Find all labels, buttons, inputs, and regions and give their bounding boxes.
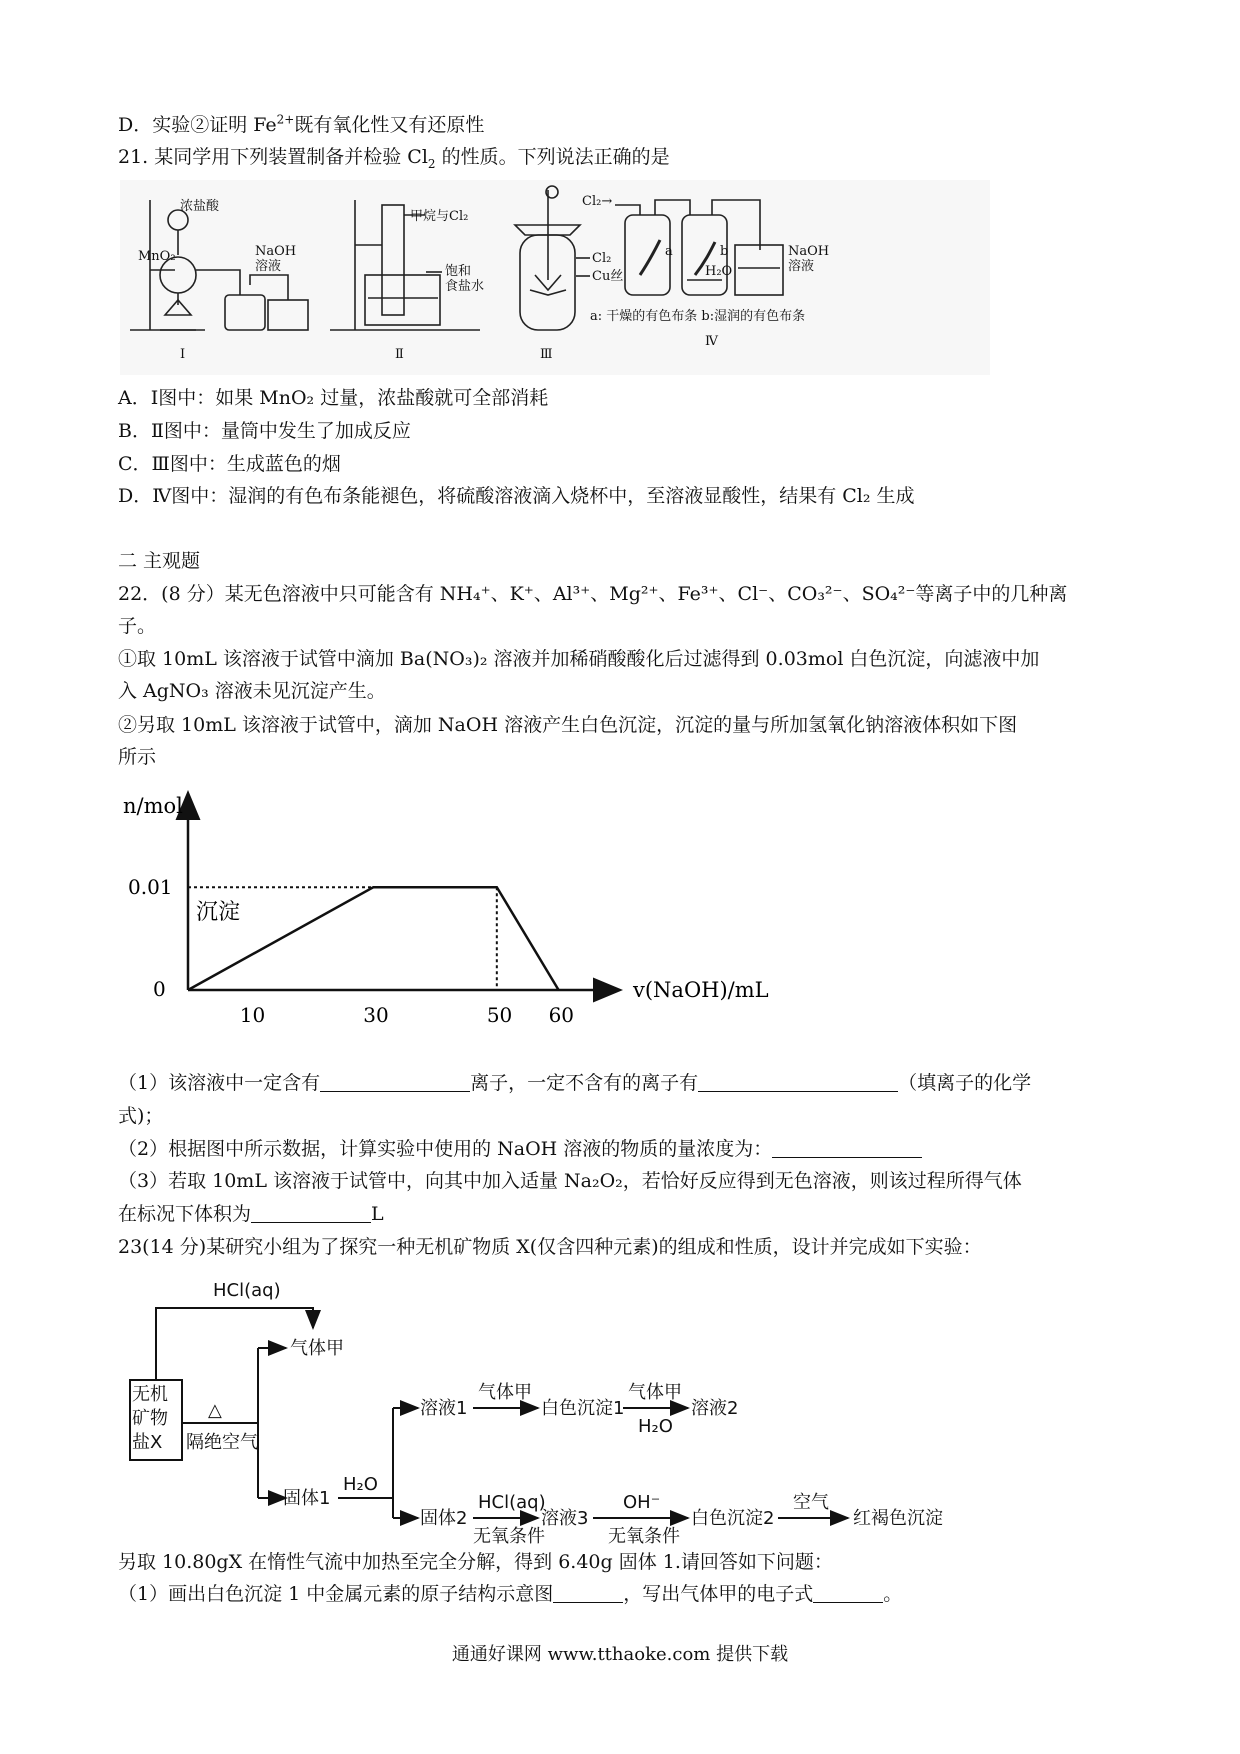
label-mno2: MnO₂ bbox=[138, 249, 176, 264]
q22-chart bbox=[118, 775, 769, 1043]
label-cl2-iii: Cl₂ bbox=[592, 251, 612, 266]
x-tick-label: 50 bbox=[486, 1003, 513, 1027]
label-ii: Ⅱ bbox=[395, 347, 404, 362]
q22-stem-line2: 子。 bbox=[118, 615, 157, 637]
q23-sub1: （1）画出白色沉淀 1 中金属元素的原子结构示意图 ，写出气体甲的电子式 。 bbox=[118, 1583, 903, 1605]
flow-h2o-b: H₂O bbox=[638, 1416, 673, 1437]
label-naoh-i-2: 溶液 bbox=[255, 259, 282, 274]
answer-blank-4[interactable] bbox=[251, 1203, 371, 1223]
flow-x-2: 矿物 bbox=[132, 1408, 168, 1429]
x-tick-label: 30 bbox=[363, 1003, 389, 1027]
q20-option-d: D．实验②证明 $Fe^{2+}$既有氧化性又有还原性 bbox=[118, 112, 485, 136]
bottle-i bbox=[225, 295, 265, 330]
label-naoh-iv-1: NaOH bbox=[788, 244, 830, 259]
answer-blank-1[interactable] bbox=[320, 1072, 470, 1092]
flow-sol2: 溶液2 bbox=[691, 1398, 739, 1419]
y-tick-label: 0.01 bbox=[128, 875, 173, 900]
q21-option-c: C．Ⅲ图中：生成蓝色的烟 bbox=[118, 453, 341, 475]
q22-sub1-end: 式)； bbox=[118, 1105, 164, 1127]
answer-blank-5[interactable] bbox=[553, 1583, 623, 1603]
label-methane: 甲烷与Cl₂ bbox=[410, 209, 469, 224]
q21-option-a: A．Ⅰ图中：如果 MnO₂ 过量，浓盐酸就可全部消耗 bbox=[118, 387, 549, 409]
flow-sol1: 溶液1 bbox=[420, 1398, 468, 1419]
label-acid: 浓盐酸 bbox=[180, 199, 220, 214]
flowchart-svg bbox=[118, 1268, 988, 1547]
flow-sol3: 溶液3 bbox=[541, 1508, 589, 1529]
q22-exp2-line1: ②另取 10mL 该溶液于试管中，滴加 NaOH 溶液产生白色沉淀，沉淀的量与所加氢氧化钠溶液体积如下图 bbox=[118, 714, 1018, 736]
q23-flowchart bbox=[118, 1268, 988, 1547]
answer-blank-6[interactable] bbox=[813, 1583, 883, 1603]
label-brine-1: 饱和 bbox=[445, 264, 472, 279]
flow-wp1: 白色沉淀1 bbox=[541, 1398, 625, 1419]
flow-x-3: 盐X bbox=[132, 1432, 163, 1453]
flow-hcl-b: HCl(aq) bbox=[478, 1492, 546, 1513]
label-iv-caption: a: 干燥的有色布条 b:湿润的有色布条 bbox=[590, 309, 806, 324]
page-footer: 通通好课网 www.tthaoke.com 提供下载 bbox=[451, 1644, 789, 1665]
x-tick-label: 10 bbox=[239, 1003, 266, 1027]
q21-stem: 21. 某同学用下列装置制备并检验 $Cl_2$ 的性质。下列说法正确的是 bbox=[118, 146, 670, 171]
flow-hcl-top: HCl(aq) bbox=[213, 1280, 281, 1301]
flow-solid2: 固体2 bbox=[420, 1508, 468, 1529]
q21-option-b: B．Ⅱ图中：量筒中发生了加成反应 bbox=[118, 420, 411, 442]
flow-no-air: 隔绝空气 bbox=[186, 1432, 258, 1453]
answer-blank-2[interactable] bbox=[698, 1072, 898, 1092]
flow-solid1: 固体1 bbox=[283, 1488, 331, 1509]
flow-gas-a: 气体甲 bbox=[478, 1382, 532, 1403]
apparatus-drawing bbox=[120, 180, 990, 375]
q21-option-d: D．Ⅳ图中：湿润的有色布条能褪色，将硫酸溶液滴入烧杯中，至溶液显酸性，结果有 Cl₂ 生成 bbox=[118, 485, 915, 507]
q23-stem: 23(14 分)某研究小组为了探究一种无机矿物质 X(仅含四种元素)的组成和性质，设计并完成如下实验： bbox=[118, 1236, 982, 1258]
section-heading: 二 主观题 bbox=[118, 550, 201, 572]
q22-sub1: （1）该溶液中一定含有 离子，一定不含有的离子有 （填离子的化学 bbox=[118, 1072, 1032, 1094]
flow-x-1: 无机 bbox=[132, 1384, 168, 1405]
flow-no-o2-a: 无氧条件 bbox=[473, 1526, 545, 1547]
q23-after: 另取 10.80gX 在惰性气流中加热至完全分解，得到 6.40g 固体 1.请回答如下问题： bbox=[118, 1551, 833, 1573]
label-naoh-i-1: NaOH bbox=[255, 244, 297, 259]
annotation-label: 沉淀 bbox=[196, 900, 241, 926]
origin-label: 0 bbox=[153, 977, 166, 1001]
q21-apparatus-figure bbox=[120, 180, 990, 375]
label-iii: Ⅲ bbox=[540, 347, 553, 362]
flow-gas-b: 气体甲 bbox=[628, 1382, 682, 1403]
flow-h2o: H₂O bbox=[343, 1474, 378, 1495]
q22-sub3-line2: 在标况下体积为 L bbox=[118, 1203, 384, 1225]
label-h2o-iv: H₂O bbox=[705, 264, 733, 279]
flow-wp2: 白色沉淀2 bbox=[691, 1508, 775, 1529]
beaker-i bbox=[268, 300, 308, 330]
label-a: a bbox=[665, 244, 673, 259]
precipitate-chart-svg bbox=[118, 775, 769, 1043]
trough-ii bbox=[365, 275, 440, 325]
q22-stem-line1: 22．(8 分）某无色溶液中只可能含有 NH₄⁺、K⁺、Al³⁺、Mg²⁺、Fe³⁺、Cl⁻、CO₃²⁻、SO₄²⁻等离子中的几种离 bbox=[118, 583, 1068, 605]
label-cl2-iv: Cl₂→ bbox=[582, 194, 613, 209]
bottle-iv-a bbox=[625, 215, 670, 295]
label-b: b bbox=[720, 244, 729, 259]
x-axis-label: v(NaOH)/mL bbox=[633, 978, 769, 1002]
series-line bbox=[188, 887, 559, 990]
beaker-iv bbox=[735, 245, 783, 295]
q22-exp1-line2: 入 AgNO₃ 溶液未见沉淀产生。 bbox=[118, 680, 386, 702]
label-iv: Ⅳ bbox=[705, 334, 718, 349]
q22-sub2: （2）根据图中所示数据，计算实验中使用的 NaOH 溶液的物质的量浓度为： bbox=[118, 1134, 922, 1161]
answer-blank-3[interactable] bbox=[772, 1138, 922, 1158]
x-tick-label: 60 bbox=[548, 1003, 575, 1027]
label-i: Ⅰ bbox=[180, 347, 186, 362]
q22-sub3-line1: （3）若取 10mL 该溶液于试管中，向其中加入适量 Na₂O₂，若恰好反应得到无色溶液，则该过程所得气体 bbox=[118, 1170, 1022, 1192]
flow-oh: OH⁻ bbox=[623, 1492, 661, 1513]
flow-rb: 红褐色沉淀 bbox=[853, 1508, 943, 1529]
flow-air: 空气 bbox=[793, 1492, 829, 1513]
q22-exp1-line1: ①取 10mL 该溶液于试管中滴加 Ba(NO₃)₂ 溶液并加稀硝酸酸化后过滤得到 0.03mol 白色沉淀，向滤液中加 bbox=[118, 648, 1040, 670]
q22-exp2-line2: 所示 bbox=[118, 746, 157, 768]
label-cu: Cu丝 bbox=[592, 269, 624, 284]
flow-heat: △ bbox=[208, 1400, 222, 1421]
label-naoh-iv-2: 溶液 bbox=[788, 259, 815, 274]
flow-gas: 气体甲 bbox=[290, 1338, 344, 1359]
y-axis-label: n/mol bbox=[123, 794, 183, 818]
label-brine-2: 食盐水 bbox=[445, 279, 485, 294]
flow-no-o2-b: 无氧条件 bbox=[608, 1526, 680, 1547]
